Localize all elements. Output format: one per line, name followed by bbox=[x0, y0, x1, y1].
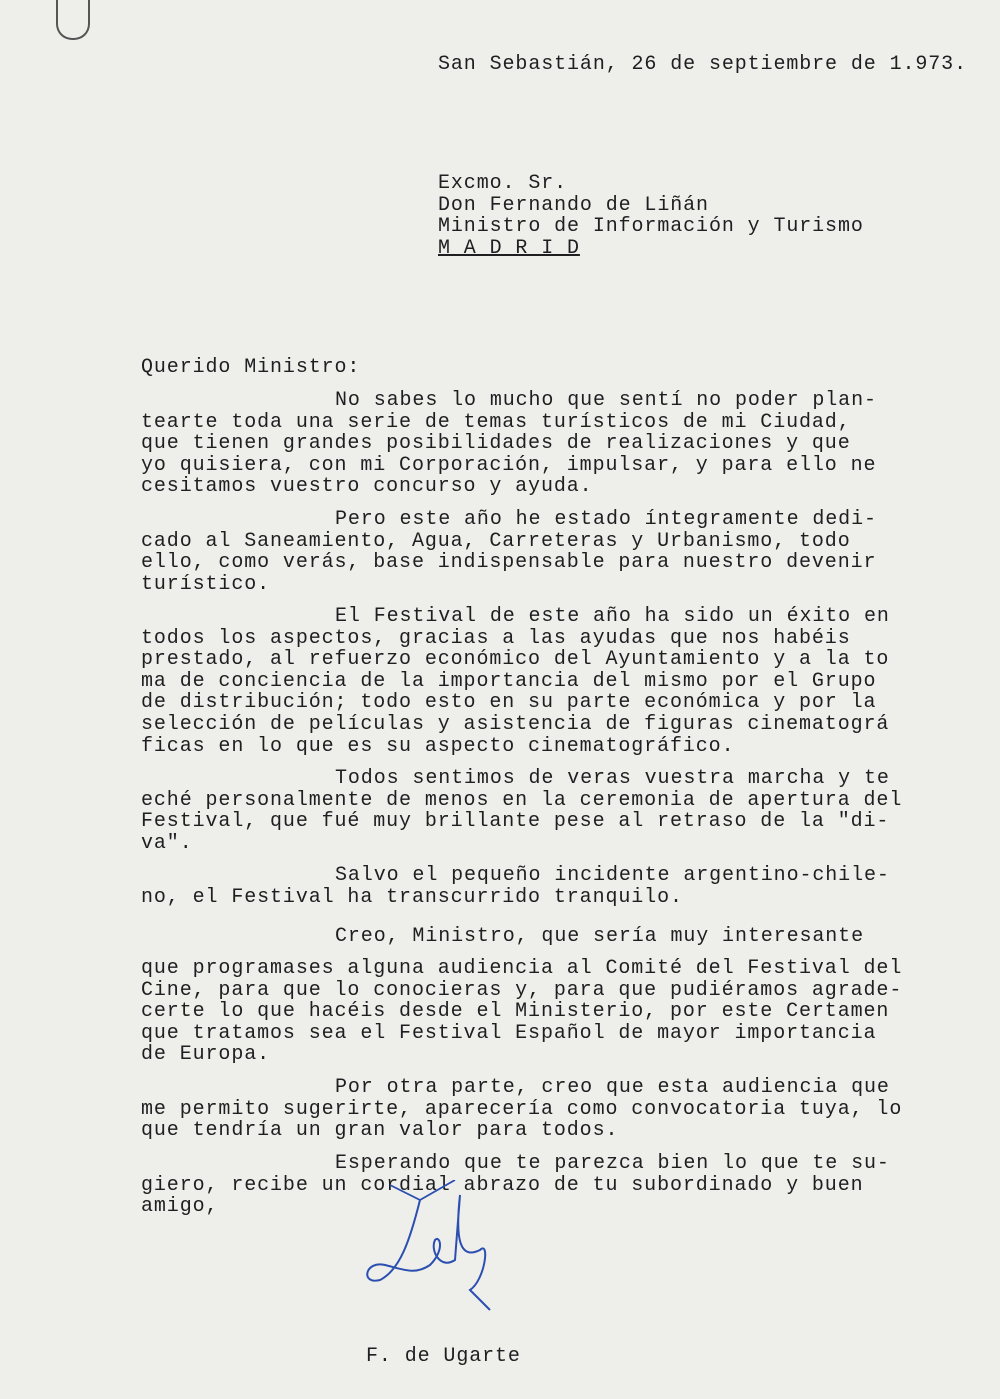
text-line: Todos sentimos de veras vuestra marcha y te bbox=[335, 767, 890, 790]
recipient-address bbox=[438, 173, 864, 259]
text-line: tearte toda una serie de temas turísticos de mi Ciudad, bbox=[141, 410, 851, 434]
date-line: San Sebastián, 26 de septiembre de 1.973. bbox=[438, 53, 967, 76]
text-line: Por otra parte, creo que esta audiencia que bbox=[335, 1076, 890, 1099]
signature-name: F. de Ugarte bbox=[366, 1345, 521, 1368]
text-line: eché personalmente de menos en la ceremonia de apertura del bbox=[141, 788, 903, 812]
text-line: cesitamos vuestro concurso y ayuda. bbox=[141, 475, 593, 499]
text-line: me permito sugerirte, aparecería como convocatoria tuya, lo bbox=[141, 1097, 903, 1121]
text-line: no, el Festival ha transcurrido tranquilo. bbox=[141, 885, 683, 909]
salutation: Querido Ministro: bbox=[141, 356, 361, 379]
paragraph bbox=[141, 606, 890, 757]
text-line: va". bbox=[141, 831, 193, 855]
paragraph bbox=[141, 926, 864, 948]
text-line: Esperando que te parezca bien lo que te su- bbox=[335, 1152, 890, 1175]
text-line: de Europa. bbox=[141, 1043, 271, 1067]
text-line: prestado, al refuerzo económico del Ayuntamiento y a la to bbox=[141, 648, 890, 672]
recipient-line: M A D R I D bbox=[438, 236, 580, 260]
paragraph bbox=[141, 958, 902, 1066]
text-line: Creo, Ministro, que sería muy interesante bbox=[335, 925, 864, 948]
text-line: que tienen grandes posibilidades de realizaciones y que bbox=[141, 432, 851, 456]
text-line: que tendría un gran valor para todos. bbox=[141, 1119, 619, 1143]
text-line: Cine, para que lo conocieras y, para que pudiéramos agrade- bbox=[141, 978, 903, 1002]
punch-mark bbox=[56, 0, 90, 40]
text-line: de distribución; todo esto en su parte económica y por la bbox=[141, 691, 877, 715]
text-line: cado al Saneamiento, Agua, Carreteras y Urbanismo, todo bbox=[141, 529, 851, 553]
text-line: giero, recibe un cordial abrazo de tu subordinado y buen bbox=[141, 1173, 864, 1197]
text-line: yo quisiera, con mi Corporación, impulsar, y para ello ne bbox=[141, 453, 877, 477]
text-line: amigo, bbox=[141, 1195, 219, 1219]
paragraph bbox=[141, 865, 890, 908]
paragraph bbox=[141, 768, 902, 854]
text-line: selección de películas y asistencia de figuras cinematográ bbox=[141, 712, 890, 736]
text-line: Festival, que fué muy brillante pese al retraso de la "di- bbox=[141, 810, 890, 834]
paragraph bbox=[141, 1153, 890, 1218]
text-line: No sabes lo mucho que sentí no poder plan- bbox=[335, 389, 877, 412]
text-line: turístico. bbox=[141, 572, 271, 596]
text-line: que programases alguna audiencia al Comité del Festival del bbox=[141, 957, 903, 980]
text-line: Salvo el pequeño incidente argentino-chile- bbox=[335, 864, 890, 887]
recipient-line: Don Fernando de Liñán bbox=[438, 193, 709, 217]
paragraph bbox=[141, 1077, 902, 1142]
text-line: todos los aspectos, gracias a las ayudas que nos habéis bbox=[141, 626, 851, 650]
paragraph bbox=[141, 390, 877, 498]
text-line: que tratamos sea el Festival Español de mayor importancia bbox=[141, 1021, 877, 1045]
text-line: El Festival de este año ha sido un éxito en bbox=[335, 605, 890, 628]
recipient-line: Excmo. Sr. bbox=[438, 172, 568, 195]
text-line: ficas en lo que es su aspecto cinematográfico. bbox=[141, 734, 735, 758]
recipient-line: Ministro de Información y Turismo bbox=[438, 215, 864, 239]
handwritten-signature bbox=[360, 1180, 510, 1320]
text-line: ma de conciencia de la importancia del mismo por el Grupo bbox=[141, 669, 877, 693]
text-line: ello, como verás, base indispensable para nuestro devenir bbox=[141, 551, 877, 575]
text-line: Pero este año he estado íntegramente dedi- bbox=[335, 508, 877, 531]
text-line: certe lo que hacéis desde el Ministerio, por este Certamen bbox=[141, 1000, 890, 1024]
paragraph bbox=[141, 509, 877, 595]
